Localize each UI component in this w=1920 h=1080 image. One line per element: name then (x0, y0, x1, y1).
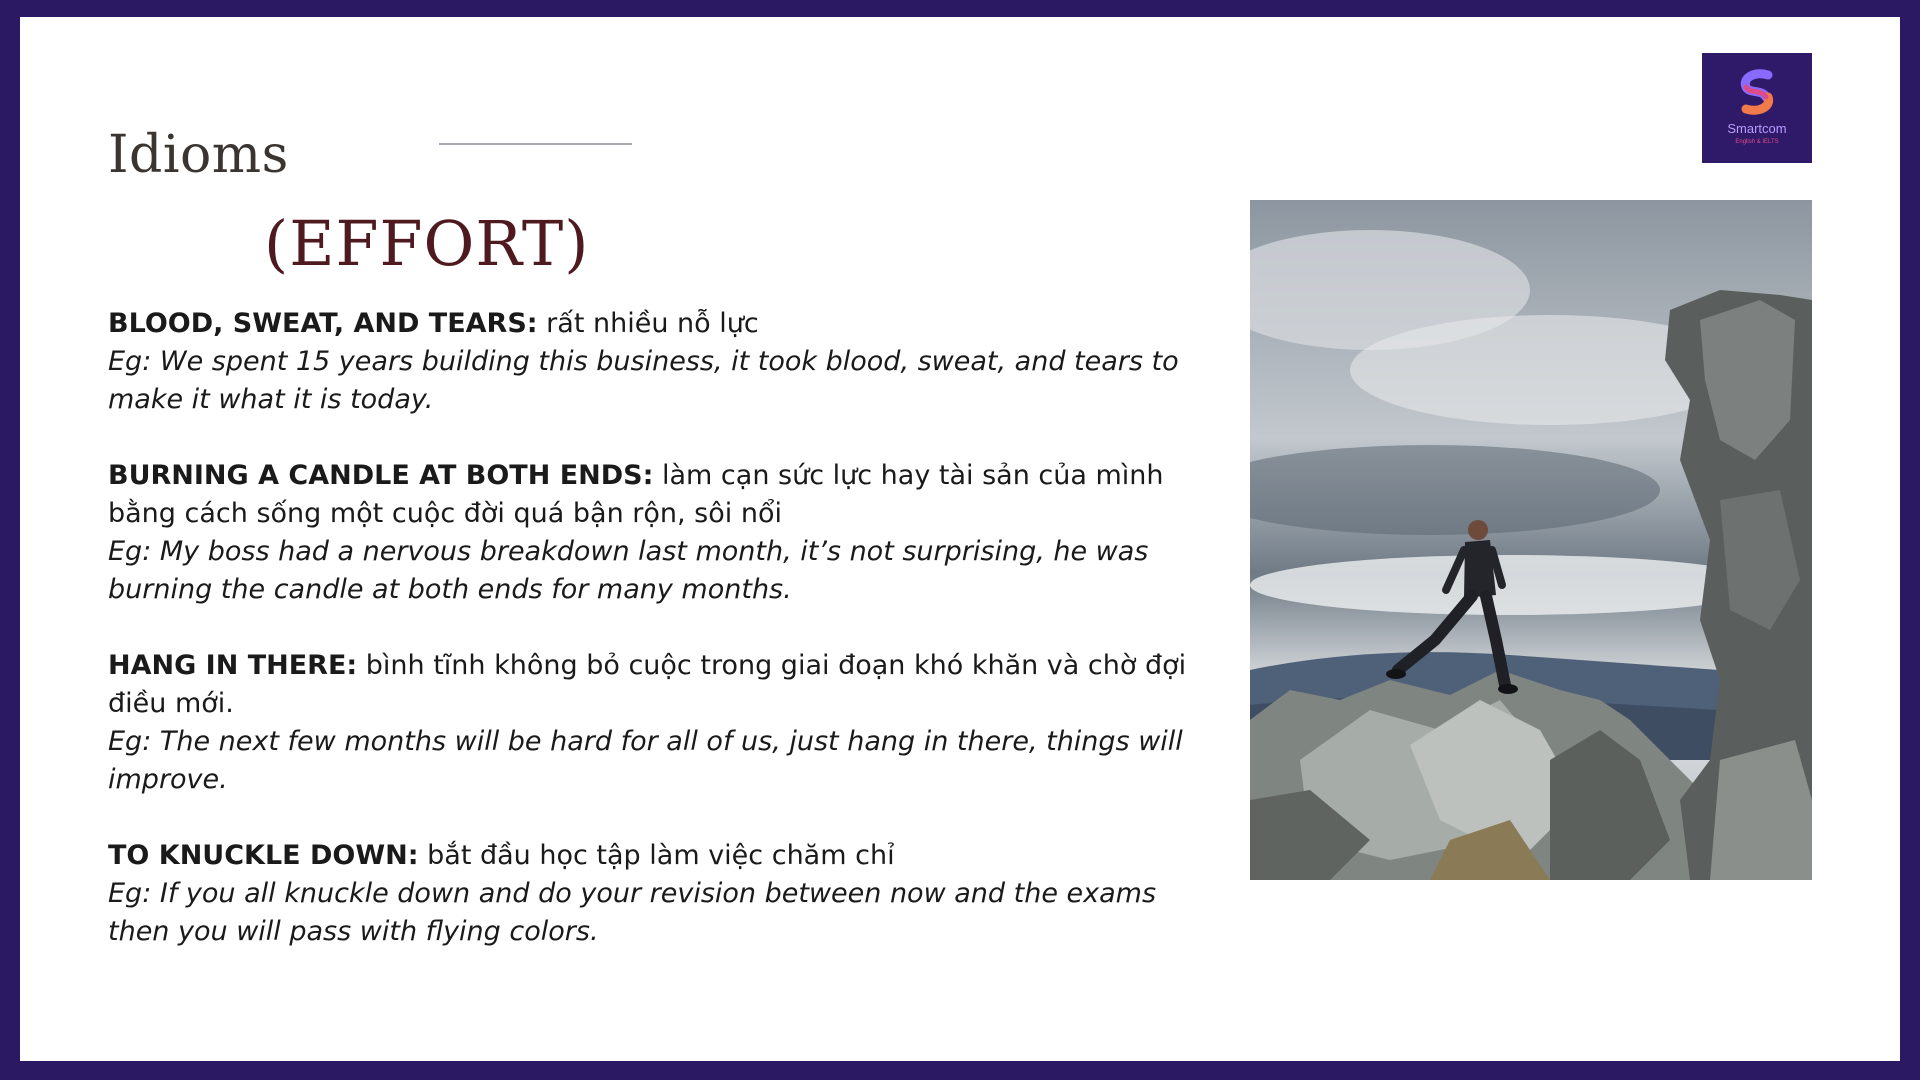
idiom-entry (108, 647, 1218, 799)
title-divider (439, 143, 632, 145)
idiom-list (108, 305, 1218, 989)
idiom-definition (108, 837, 1218, 875)
idiom-definition (108, 647, 1218, 723)
smartcom-logo (1702, 53, 1812, 163)
idiom-entry (108, 837, 1218, 951)
idiom-definition (108, 305, 1218, 343)
idiom-entry (108, 457, 1218, 609)
slide-title: Idioms (108, 125, 289, 185)
idiom-example: Eg: If you all knuckle down and do your revision between now and the exams then you will pass with flying colors. (108, 878, 1157, 947)
idiom-entry (108, 305, 1218, 419)
idiom-definition (108, 457, 1218, 533)
idiom-example: Eg: We spent 15 years building this business, it took blood, sweat, and tears to make it what it is today. (108, 346, 1179, 415)
slide (20, 17, 1900, 1061)
idiom-term: HANG IN THERE: (108, 650, 358, 681)
idiom-example: Eg: My boss had a nervous breakdown last month, it’s not surprising, he was burning the candle at both ends for many months. (108, 536, 1149, 605)
idiom-term: TO KNUCKLE DOWN: (108, 840, 419, 871)
smartcom-logo-mark-icon (1732, 67, 1782, 117)
hiker-photo (1250, 200, 1812, 880)
idiom-meaning: rất nhiều nỗ lực (537, 308, 759, 339)
slide-subtitle: (EFFORT) (264, 207, 590, 280)
idiom-term: BLOOD, SWEAT, AND TEARS: (108, 308, 538, 339)
idiom-meaning: làm cạn sức lực hay tài sản của mình bằng cách sống một cuộc đời quá bận rộn, sôi nổi (108, 460, 1164, 529)
idiom-meaning: bắt đầu học tập làm việc chăm chỉ (418, 840, 895, 871)
logo-name: Smartcom (1727, 121, 1787, 136)
logo-tagline: English & IELTS (1735, 139, 1779, 145)
idiom-example: Eg: The next few months will be hard for all of us, just hang in there, things will improve. (108, 726, 1183, 795)
idiom-meaning: bình tĩnh không bỏ cuộc trong giai đoạn khó khăn và chờ đợi điều mới. (108, 650, 1187, 719)
idiom-term: BURNING A CANDLE AT BOTH ENDS: (108, 460, 654, 491)
